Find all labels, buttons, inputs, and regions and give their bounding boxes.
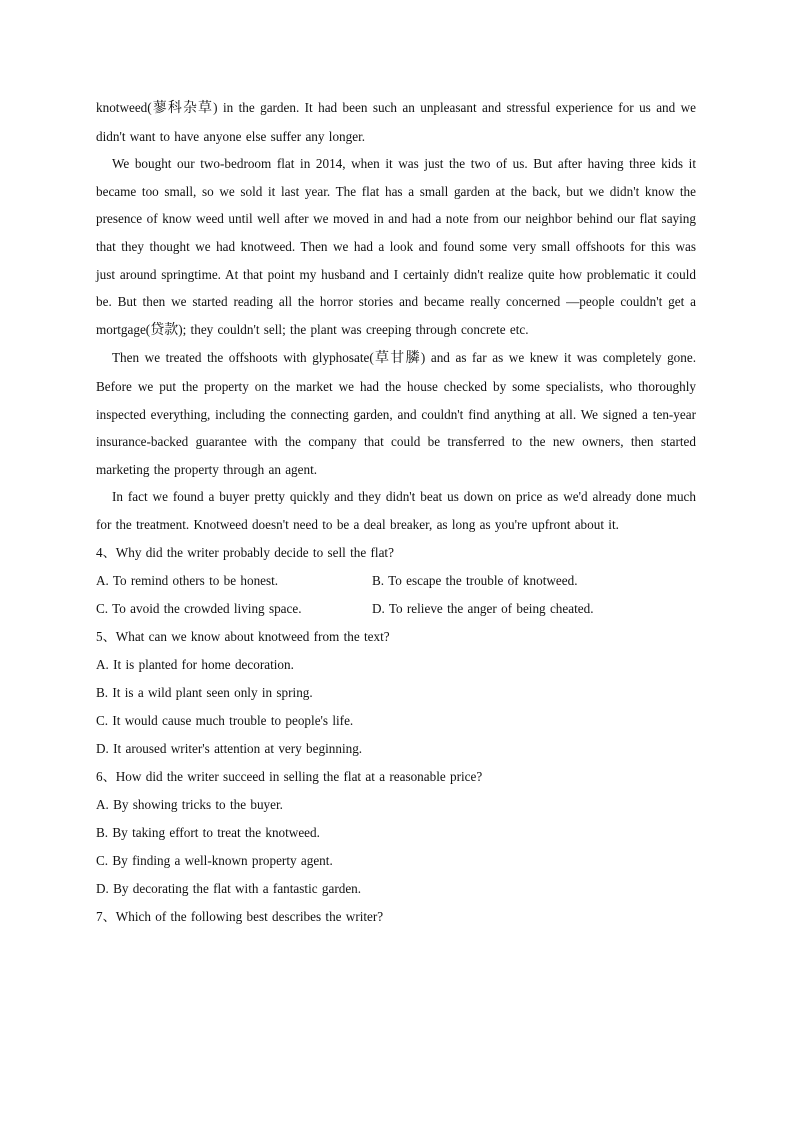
p1-text-b: ) in the garden. It had been such an unpleasant and stressful experience for us and we didn't want to have anyone else suffer any longer.	[96, 100, 697, 144]
passage-paragraph-1	[96, 94, 696, 150]
passage-paragraph-4	[96, 483, 696, 538]
question-6-option-d: D. By decorating the flat with a fantastic garden.	[96, 880, 362, 896]
p3-text-a: Then we treated the offshoots with glyphosate(	[112, 350, 374, 366]
question-6-stem: 6、How did the writer succeed in selling the flat at a reasonable price?	[96, 768, 483, 784]
question-5-option-a: A. It is planted for home decoration.	[96, 656, 294, 672]
question-6-option-a: A. By showing tricks to the buyer.	[96, 796, 283, 812]
passage-paragraph-3	[96, 344, 696, 483]
question-5-option-c: C. It would cause much trouble to people's life.	[96, 712, 354, 728]
p2-text-b: ); they couldn't sell; the plant was creeping through concrete etc.	[178, 321, 529, 337]
p2-cjk-gloss: 贷款	[150, 321, 179, 338]
passage-paragraph-2	[96, 150, 696, 344]
p3-text-b: ) and as far as we knew it was completely gone. Before we put the property on the market we had the house checked by some specialists, who thoroughly inspected everything, including the connecting garden, and couldn't find anything at all. We signed a ten-year insurance-backed guarantee with the company that could be transferred to the new owners, then started marketing the property through an agent.	[96, 350, 696, 477]
question-4-option-b: B. To escape the trouble of knotweed.	[372, 572, 578, 588]
p1-cjk-gloss: 蓼科杂草	[151, 100, 214, 116]
question-5-option-d: D. It aroused writer's attention at very beginning.	[96, 740, 363, 756]
p4-text: In fact we found a buyer pretty quickly and they didn't beat us down on price as we'd already done much for the treatment. Knotweed doesn't need to be a deal breaker, as long as you're upfront about it.	[96, 489, 696, 532]
question-4-stem: 4、Why did the writer probably decide to sell the flat?	[96, 544, 394, 560]
question-7-stem: 7、Which of the following best describes the writer?	[96, 908, 384, 924]
question-5-option-b: B. It is a wild plant seen only in spring.	[96, 684, 313, 700]
question-6-option-b: B. By taking effort to treat the knotweed.	[96, 824, 320, 840]
question-4-option-c: C. To avoid the crowded living space.	[96, 600, 302, 616]
question-4-option-d: D. To relieve the anger of being cheated.	[372, 600, 594, 616]
question-4-option-a: A. To remind others to be honest.	[96, 572, 279, 588]
p3-cjk-gloss: 草甘膦	[373, 350, 421, 367]
document-page	[96, 94, 696, 931]
question-4-options-row-2	[96, 595, 696, 623]
question-4-options-row-1	[96, 567, 696, 595]
p2-text-a: We bought our two-bedroom flat in 2014, when it was just the two of us. But after having three kids it became too small, so we sold it last year. The flat has a small garden at the back, but we didn't know the presence of know weed until well after we moved in and had a note from our neighbor behind our flat saying that they thought we had knotweed. Then we had a look and found some very small offshoots for this was just around springtime. At that point my husband and I certainly didn't realize quite how problematic it could be. But then we started reading all the horror stories and became really concerned —people couldn't get a mortgage(	[96, 156, 696, 337]
p1-text-a: knotweed(	[96, 100, 152, 115]
question-5-stem: 5、What can we know about knotweed from the text?	[96, 628, 390, 644]
question-6-option-c: C. By finding a well-known property agent.	[96, 852, 333, 868]
